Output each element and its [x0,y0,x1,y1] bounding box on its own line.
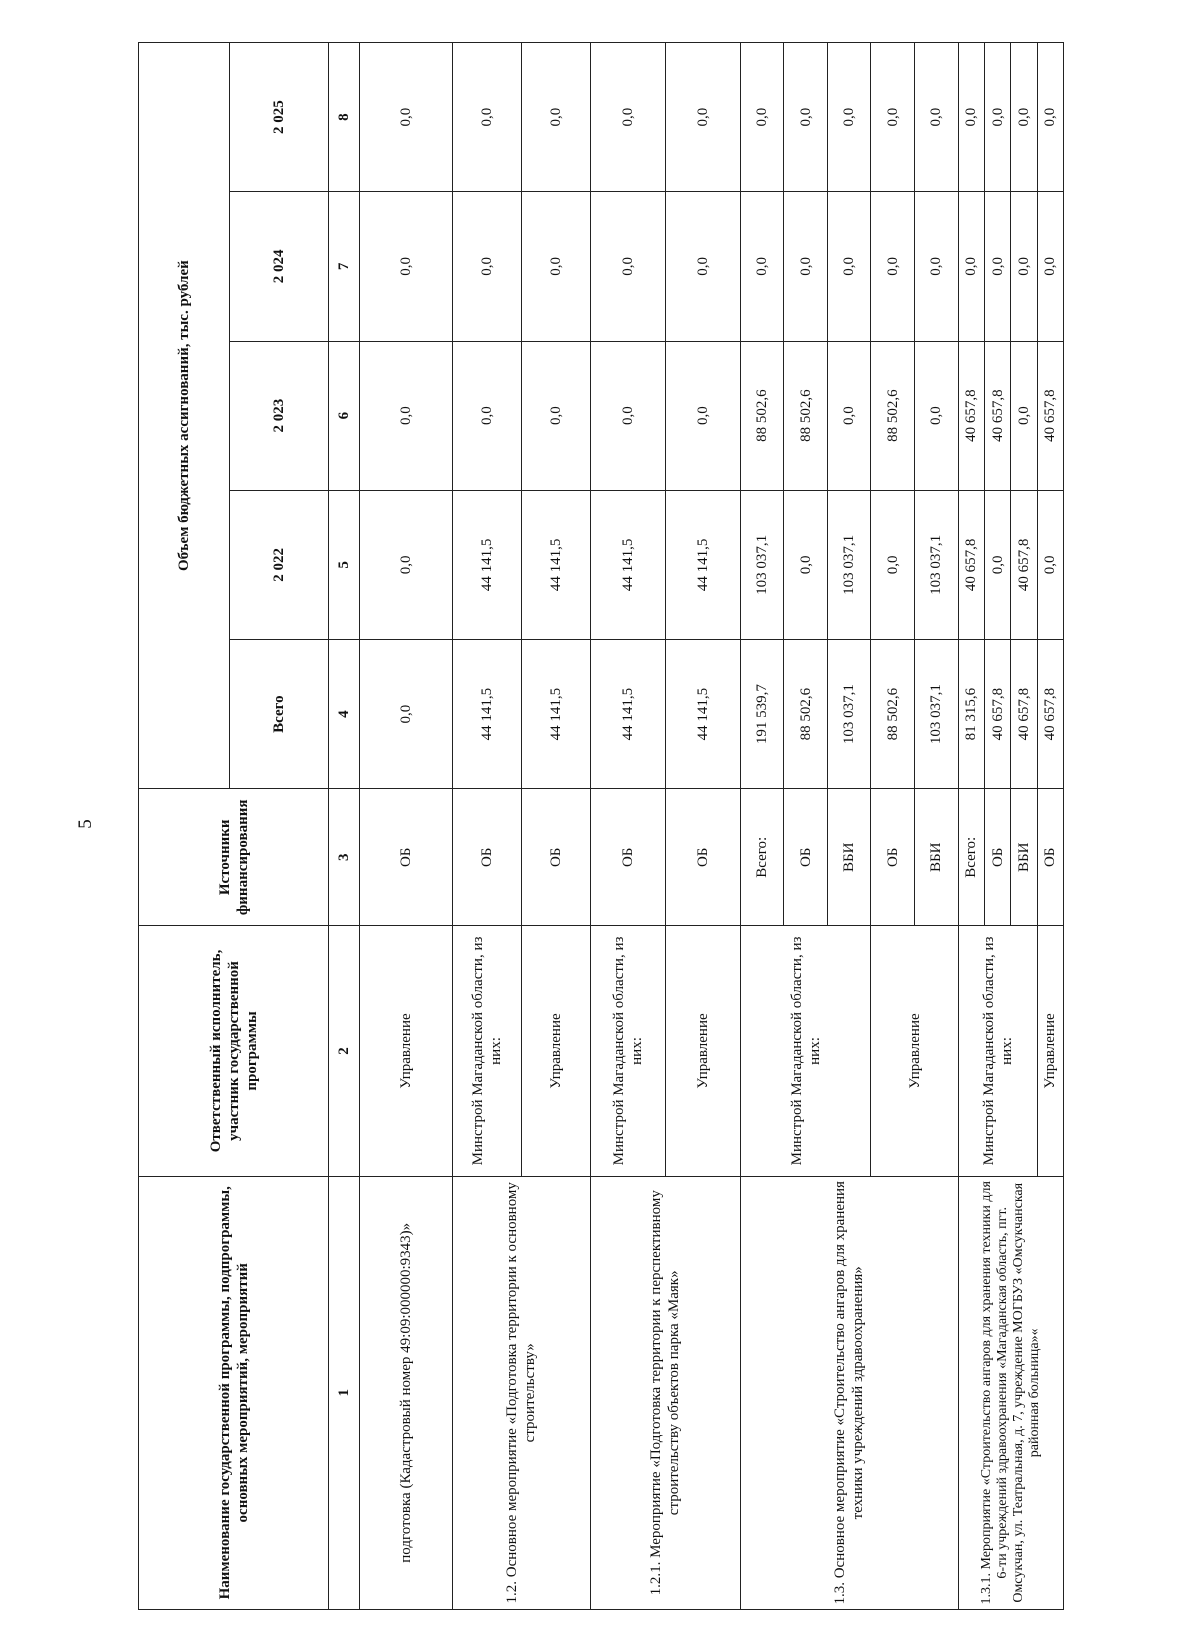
value-2025: 0,0 [784,43,828,192]
value-2024: 0,0 [827,192,871,341]
table-row [740,43,784,1610]
value-2023: 0,0 [453,341,522,490]
row-name: 1.2. Основное мероприятие «Подготовка территории к основному строительству» [453,1176,591,1609]
table-row [958,43,984,1610]
row-source: ОБ [521,789,590,926]
table-row [590,43,665,1610]
budget-table-container [138,42,1064,1610]
value-total: 103 037,1 [915,639,959,788]
value-total: 88 502,6 [784,639,828,788]
value-2025: 0,0 [915,43,959,192]
value-2022: 0,0 [1037,490,1063,639]
value-2023: 88 502,6 [740,341,784,490]
column-number: 4 [329,639,359,788]
value-2022: 44 141,5 [453,490,522,639]
value-total: 0,0 [359,639,452,788]
value-2023: 0,0 [665,341,740,490]
value-2023: 88 502,6 [871,341,915,490]
value-total: 103 037,1 [827,639,871,788]
value-2023: 0,0 [521,341,590,490]
row-executor: Управление [359,926,452,1176]
value-2024: 0,0 [1037,192,1063,341]
row-source: ВБИ [1011,789,1037,926]
row-name: 1.3.1. Мероприятие «Строительство ангаров для хранения техники для 6-ти учреждений здравоохранения «Магаданская область, пгт. Омсукчан, ул. Театральная, д. 7, учреждение МОГБУЗ «Омсукчанская районная больница»« [958,1176,1063,1609]
row-source: Всего: [740,789,784,926]
row-executor: Минстрой Магаданской области, из них: [453,926,522,1176]
value-2022: 103 037,1 [740,490,784,639]
value-total: 44 141,5 [453,639,522,788]
budget-table [138,42,1064,1610]
value-total: 40 657,8 [1037,639,1063,788]
value-2023: 40 657,8 [1037,341,1063,490]
value-2024: 0,0 [521,192,590,341]
value-2025: 0,0 [590,43,665,192]
value-2024: 0,0 [665,192,740,341]
value-2024: 0,0 [1011,192,1037,341]
row-executor: Управление [1037,926,1063,1176]
value-2022: 103 037,1 [915,490,959,639]
value-2022: 0,0 [784,490,828,639]
row-source: ОБ [984,789,1010,926]
value-2024: 0,0 [453,192,522,341]
row-source: ОБ [665,789,740,926]
page-number: 5 [75,819,96,829]
value-2022: 44 141,5 [590,490,665,639]
row-executor: Минстрой Магаданской области, из них: [958,926,1037,1176]
header-row-1 [139,43,230,1610]
value-total: 191 539,7 [740,639,784,788]
header-year: 2 023 [230,341,329,490]
value-2024: 0,0 [359,192,452,341]
value-total: 88 502,6 [871,639,915,788]
column-number: 2 [329,926,359,1176]
row-source: ОБ [871,789,915,926]
row-source: Всего: [958,789,984,926]
row-source: ВБИ [827,789,871,926]
value-total: 81 315,6 [958,639,984,788]
value-2022: 40 657,8 [1011,490,1037,639]
column-number: 1 [329,1176,359,1609]
value-2025: 0,0 [827,43,871,192]
value-2025: 0,0 [871,43,915,192]
row-name: подготовка (Кадастровый номер 49:09:000000:9343)» [359,1176,452,1609]
header-year: 2 022 [230,490,329,639]
value-2024: 0,0 [784,192,828,341]
value-total: 40 657,8 [984,639,1010,788]
value-2025: 0,0 [958,43,984,192]
row-source: ОБ [359,789,452,926]
header-executor: Ответственный исполнитель, участник государственной программы [139,926,329,1176]
row-source: ОБ [1037,789,1063,926]
row-source: ОБ [784,789,828,926]
value-2022: 44 141,5 [521,490,590,639]
value-2025: 0,0 [1037,43,1063,192]
value-2025: 0,0 [984,43,1010,192]
value-2022: 0,0 [359,490,452,639]
column-number: 7 [329,192,359,341]
column-number: 5 [329,490,359,639]
value-2025: 0,0 [521,43,590,192]
row-executor: Минстрой Магаданской области, из них: [740,926,871,1176]
header-budget: Объем бюджетных ассигнований, тыс. рублей [139,43,230,789]
value-2023: 88 502,6 [784,341,828,490]
row-source: ВБИ [915,789,959,926]
row-source: ОБ [453,789,522,926]
value-2025: 0,0 [359,43,452,192]
row-source: ОБ [590,789,665,926]
column-number: 6 [329,341,359,490]
table-row [453,43,522,1610]
value-2023: 0,0 [915,341,959,490]
value-2023: 0,0 [359,341,452,490]
column-numbers-row [329,43,359,1610]
row-executor: Управление [665,926,740,1176]
value-2024: 0,0 [984,192,1010,341]
value-2025: 0,0 [740,43,784,192]
value-2022: 44 141,5 [665,490,740,639]
value-2023: 40 657,8 [958,341,984,490]
header-year: 2 024 [230,192,329,341]
row-executor: Управление [871,926,958,1176]
header-source: Источники финансирования [139,789,329,926]
value-2022: 0,0 [871,490,915,639]
value-2024: 0,0 [740,192,784,341]
value-2023: 0,0 [590,341,665,490]
row-executor: Управление [521,926,590,1176]
value-2022: 0,0 [984,490,1010,639]
value-2024: 0,0 [590,192,665,341]
value-2025: 0,0 [665,43,740,192]
value-2025: 0,0 [453,43,522,192]
value-total: 44 141,5 [521,639,590,788]
value-2025: 0,0 [1011,43,1037,192]
table-row [359,43,452,1610]
value-total: 44 141,5 [590,639,665,788]
value-2023: 40 657,8 [984,341,1010,490]
header-total: Всего [230,639,329,788]
row-executor: Минстрой Магаданской области, из них: [590,926,665,1176]
value-2022: 103 037,1 [827,490,871,639]
value-2024: 0,0 [871,192,915,341]
column-number: 8 [329,43,359,192]
value-total: 44 141,5 [665,639,740,788]
value-2023: 0,0 [827,341,871,490]
value-2024: 0,0 [958,192,984,341]
value-2022: 40 657,8 [958,490,984,639]
header-name: Наименование государственной программы, подпрограммы, основных мероприятий, мероприятий [139,1176,329,1609]
row-name: 1.2.1. Мероприятие «Подготовка территории к перспективному строительству объектов парка «Маяк» [590,1176,740,1609]
column-number: 3 [329,789,359,926]
header-year: 2 025 [230,43,329,192]
row-name: 1.3. Основное мероприятие «Строительство ангаров для хранения техники учреждений здравоохранения» [740,1176,958,1609]
value-2024: 0,0 [915,192,959,341]
value-2023: 0,0 [1011,341,1037,490]
value-total: 40 657,8 [1011,639,1037,788]
